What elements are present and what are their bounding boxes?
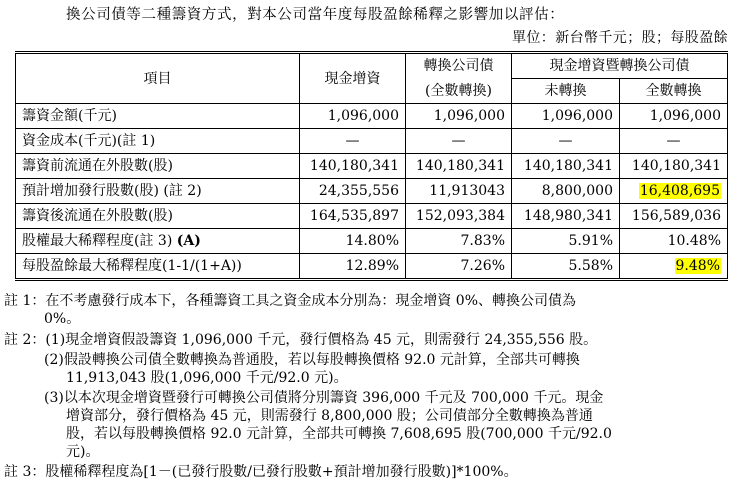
cell: 1,096,000 — [300, 104, 406, 129]
row-label: 資金成本(千元)(註 1) — [16, 129, 300, 154]
note-1-cont: 0%。 — [44, 311, 81, 327]
note-2-3-cont1: 增資部分，發行價格為 45 元，則需發行 8,800,000 股；公司債部分全數轉換為普通 — [66, 408, 593, 424]
cell: 140,180,341 — [620, 154, 728, 179]
cell: 1,096,000 — [512, 104, 620, 129]
cell: 5.58% — [512, 254, 620, 280]
cell: 164,535,897 — [300, 204, 406, 229]
row-label — [16, 229, 300, 254]
cell: — — [300, 129, 406, 154]
cell: — — [512, 129, 620, 154]
header-combo-not: 未轉換 — [512, 79, 620, 104]
note-1: 註 1：在不考慮發行成本下，各種籌資工具之資金成本分別為：現金增資 0%、轉換公司債為 — [4, 293, 577, 309]
page-title: 換公司債等二種籌資方式，對本公司當年度每股盈餘稀釋之影響加以評估： — [66, 7, 565, 23]
cell: 1,096,000 — [406, 104, 512, 129]
note-3: 註 3：股權稀釋程度為[1－(已發行股數/已發行股數+預計增加發行股數)]*100%。 — [4, 464, 518, 480]
cell: 152,093,384 — [406, 204, 512, 229]
cell-highlighted — [620, 254, 728, 280]
cell: 14.80% — [300, 229, 406, 254]
header-combo-all: 全數轉換 — [620, 79, 728, 104]
header-cash: 現金增資 — [300, 53, 406, 104]
note-2-3-cont2: 股，若以每股轉換價格 92.0 元計算，全部共可轉換 7,608,695 股(700,000 千元/92.0 — [66, 426, 612, 442]
dilution-table — [15, 51, 728, 281]
cell: 5.91% — [512, 229, 620, 254]
table-row — [16, 254, 728, 280]
cell: — — [406, 129, 512, 154]
cell: 10.48% — [620, 229, 728, 254]
cell: 12.89% — [300, 254, 406, 280]
cell: 1,096,000 — [620, 104, 728, 129]
header-item: 項目 — [16, 53, 300, 104]
header-cb-line2: (全數轉換) — [406, 79, 512, 104]
table-row — [16, 229, 728, 254]
row-label: 預計增加發行股數(股) (註 2) — [16, 179, 300, 204]
row-label-suffix: (A) — [176, 233, 201, 249]
cell: 140,180,341 — [512, 154, 620, 179]
table-row — [16, 179, 728, 204]
cell: 7.26% — [406, 254, 512, 280]
row-label: 每股盈餘最大稀釋程度(1-1/(1+A)) — [16, 254, 300, 280]
highlight-mark: 16,408,695 — [639, 183, 720, 199]
table-row — [16, 204, 728, 229]
row-label: 籌資後流通在外股數(股) — [16, 204, 300, 229]
note-2-3: (3)以本次現金增資暨發行可轉換公司債將分別籌資 396,000 千元及 700,000 千元。現金 — [44, 390, 604, 406]
header-combo: 現金增資暨轉換公司債 — [512, 53, 728, 79]
row-label: 籌資金額(千元) — [16, 104, 300, 129]
table-row — [16, 129, 728, 154]
cell-highlighted — [620, 179, 728, 204]
cell: 140,180,341 — [300, 154, 406, 179]
cell: — — [620, 129, 728, 154]
row-label: 籌資前流通在外股數(股) — [16, 154, 300, 179]
cell: 11,913043 — [406, 179, 512, 204]
highlight-mark: 9.48% — [675, 258, 720, 274]
cell: 8,800,000 — [512, 179, 620, 204]
cell: 24,355,556 — [300, 179, 406, 204]
table-row — [16, 154, 728, 179]
unit-label: 單位：新台幣千元；股；每股盈餘 — [512, 30, 728, 46]
cell: 140,180,341 — [406, 154, 512, 179]
note-2-2: (2)假設轉換公司債全數轉換為普通股，若以每股轉換價格 92.0 元計算，全部共可轉換 — [44, 352, 580, 368]
cell: 156,589,036 — [620, 204, 728, 229]
table-row — [16, 104, 728, 129]
table-header-row — [16, 53, 728, 79]
header-cb-line1: 轉換公司債 — [406, 53, 512, 79]
cell: 148,980,341 — [512, 204, 620, 229]
row-label-text: 股權最大稀釋程度(註 3) — [22, 233, 173, 249]
cell: 7.83% — [406, 229, 512, 254]
note-2-1: 註 2：(1)現金增資假設籌資 1,096,000 千元，發行價格為 45 元，則需發行 24,355,556 股。 — [4, 332, 598, 348]
note-2-3-cont3: 元)。 — [66, 444, 100, 460]
note-2-2-cont: 11,913,043 股(1,096,000 千元/92.0 元)。 — [66, 370, 348, 386]
